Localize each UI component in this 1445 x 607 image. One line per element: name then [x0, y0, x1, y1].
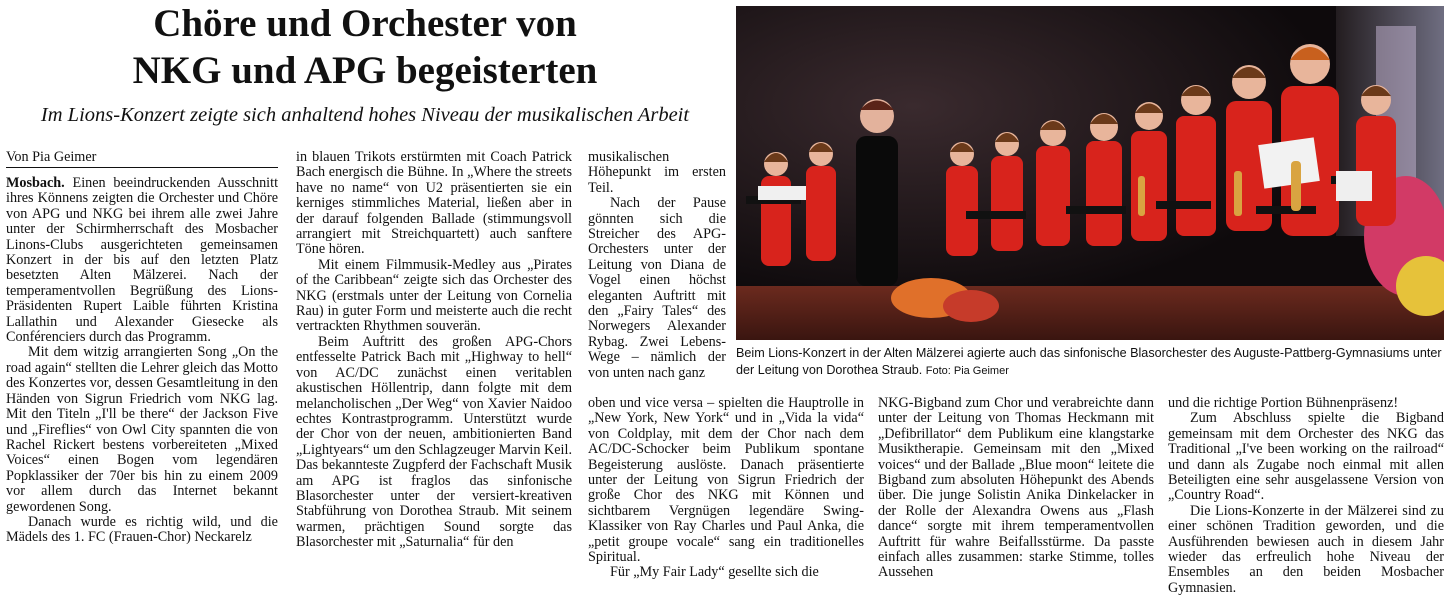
paragraph: Nach der Pause gönnten sich die Streicher des APG-Orchesters unter der Leitung von Diana de Vogel einen höchst eleganten Auftritt mit den „Fairy Tales“ des Norwegers Alexander Rybag. Zwei Lebens-Wege – nämlich der von unten nach ganz [588, 195, 726, 381]
byline: Von Pia Geimer [6, 149, 278, 168]
paragraph: in blauen Trikots erstürmten mit Coach Patrick Bach energisch die Bühne. In „Where the streets have no name“ von U2 präsentierten sie ein kerniges stimmliches Material, ließen aber in der darauf folgenden Ballade (stimmungsvoll arrangiert mit Streichquartett) auch sanftere Töne hören. [296, 150, 572, 258]
paragraph: musikalischen Höhepunkt im ersten Teil. [588, 150, 726, 196]
paragraph: Beim Auftritt des großen APG-Chors entfesselte Patrick Bach mit „Highway to hell“ von AC/DC zunächst einen veritablen akustischen Höllentrip, dann folgte mit dem melancholischen „Der Weg“ von Xavier Naidoo echtes Kontrastprogramm. Unterstützt wurde der Chor von der neuen, ambitionierten Band „Lightyears“ um den Schlagzeuger Marvin Keil. Das bekannteste Zugpferd der Fachschaft Musik am APG ist fraglos das sinfonische Blasorchester unter der versiert-kreativen Stabführung von Dorothea Straub. Mit seinem warmen, prächtigen Sound sorgte das Blasorchester mit „Saturnalia“ für den [296, 333, 572, 551]
paragraph: und die richtige Portion Bühnenpräsenz! [1168, 396, 1399, 411]
paragraph: Für „My Fair Lady“ gesellte sich die [610, 564, 819, 581]
photo-credit: Foto: Pia Geimer [925, 364, 1009, 377]
headline-line-1: Chöre und Orchester von [153, 2, 577, 45]
paragraph: Danach wurde es richtig wild, und die Mädels des 1. FC (Frauen-Chor) Neckarelz [6, 513, 278, 546]
subtitle: Im Lions-Konzert zeigte sich anhaltend hohes Niveau der musikalischen Arbeit [40, 104, 690, 126]
paragraph-text: Einen beeindruckenden Ausschnitt ihres Könnens zeigten die Orchester und Chöre von APG und NKG bei ihrem alle zwei Jahre unter der Schirmherrschaft des Mosbacher Linons-Clubs ausgerichteten gemeinsamen Konzert in der bis auf den letzten Platz besetzten Alten Mälzerei. Nach der temperamentvollen Begrüßung des Lions-Präsidenten Rupert Laible führten Kristina Lallathin und Alexander Giesecke als Conférenciers durch das Programm. [6, 175, 278, 346]
paragraph: oben und vice versa – spielten die Hauptrolle in „New York, New York“ und in „Vida la vida“ von Coldplay, mit dem der Chor nach dem AC/DC-Schocker beim Publikum spontane Begeisterung auslöste. Danach präsentierte unter der Leitung von Sigrun Friedrich der große Chor des NKG mit Können und sichtbarem Vergnügen legendäre Swing-Klassiker von Ray Charles und Paul Anka, die „petit groupe vocale“ sang ein traditionelles Spiritual. [588, 396, 864, 566]
article-column-3-upper [588, 150, 726, 393]
caption-text: Beim Lions-Konzert in der Alten Mälzerei agierte auch das sinfonische Blasorchester des Auguste-Pattberg-Gymnasiums unter der Leitung von Dorothea Straub. [736, 346, 1442, 377]
paragraph: Zum Abschluss spielte die Bigband gemeinsam mit dem Orchester des NKG das Traditional „I've been working on the railroad“ und dann als Zugabe noch einmal mit allen Beteiligten eine sehr ausgelassene Version von „Country Road“. [1168, 410, 1444, 504]
photo-caption [736, 345, 1444, 379]
stage-illustration [736, 6, 1444, 340]
headline [0, 0, 730, 94]
article-column-4 [878, 396, 1154, 607]
paragraph: NKG-Bigband zum Chor und verabreichte dann unter der Leitung von Thomas Heckmann mit „Defibrillator“ dem Publikum eine klangstarke Musiktherapie. Gemeinsam mit den „Mixed voices“ und der Ballade „Blue moon“ leitete die Bigband zum absoluten Höhepunkt des Abends über. Die junge Solistin Anika Dinkelacker in der Rolle der Alexandra Owens aus „Flash dance“ sorgte mit ihrem temperamentvollen Auftritt für wahre Beifallsstürme. Da passte einfach alles zusammen: starke Stimme, tolles Aussehen [878, 396, 1154, 581]
paragraph: Mit einem Filmmusik-Medley aus „Pirates of the Caribbean“ zeigte sich das Orchester des NKG (erstmals unter der Leitung von Cornelia Rau) in guter Form und meisterte auch die recht vertrackten Rhythmen souverän. [296, 256, 572, 335]
paragraph: Mit dem witzig arrangierten Song „On the road again“ stellten die Lehrer gleich das Motto des Konzertes vor, dessen Gesamtleitung in den Händen von Sigrun Friedrich vom NKG lag. Mit den Titeln „I'll be there“ der Jackson Five und „Fireflies“ von Owl City spannten die von Rachel Rickert bestens vorbereiteten „Mixed Voices“ einen Bogen vom legendären Popklassiker der 70er bis hin zu einem 2009 vor allem durch das Internet bekannt gewordenen Song. [6, 344, 278, 515]
article-column-3-lower [588, 396, 864, 607]
headline-line-2: NKG und APG begeisterten [132, 49, 598, 92]
article-column-2 [296, 150, 572, 607]
paragraph: Die Lions-Konzerte in der Mälzerei sind zu einer schönen Tradition geworden, und die Ausführenden bewiesen auch in diesem Jahr wieder das erfreulich hohe Niveau der Ensembles an den beiden Mosbacher Gymnasien. [1168, 502, 1444, 596]
dateline: Mosbach. [6, 175, 65, 191]
article-column-5 [1168, 396, 1444, 607]
article-column-1 [6, 149, 278, 607]
concert-photo [736, 6, 1444, 340]
paragraph [6, 176, 278, 345]
